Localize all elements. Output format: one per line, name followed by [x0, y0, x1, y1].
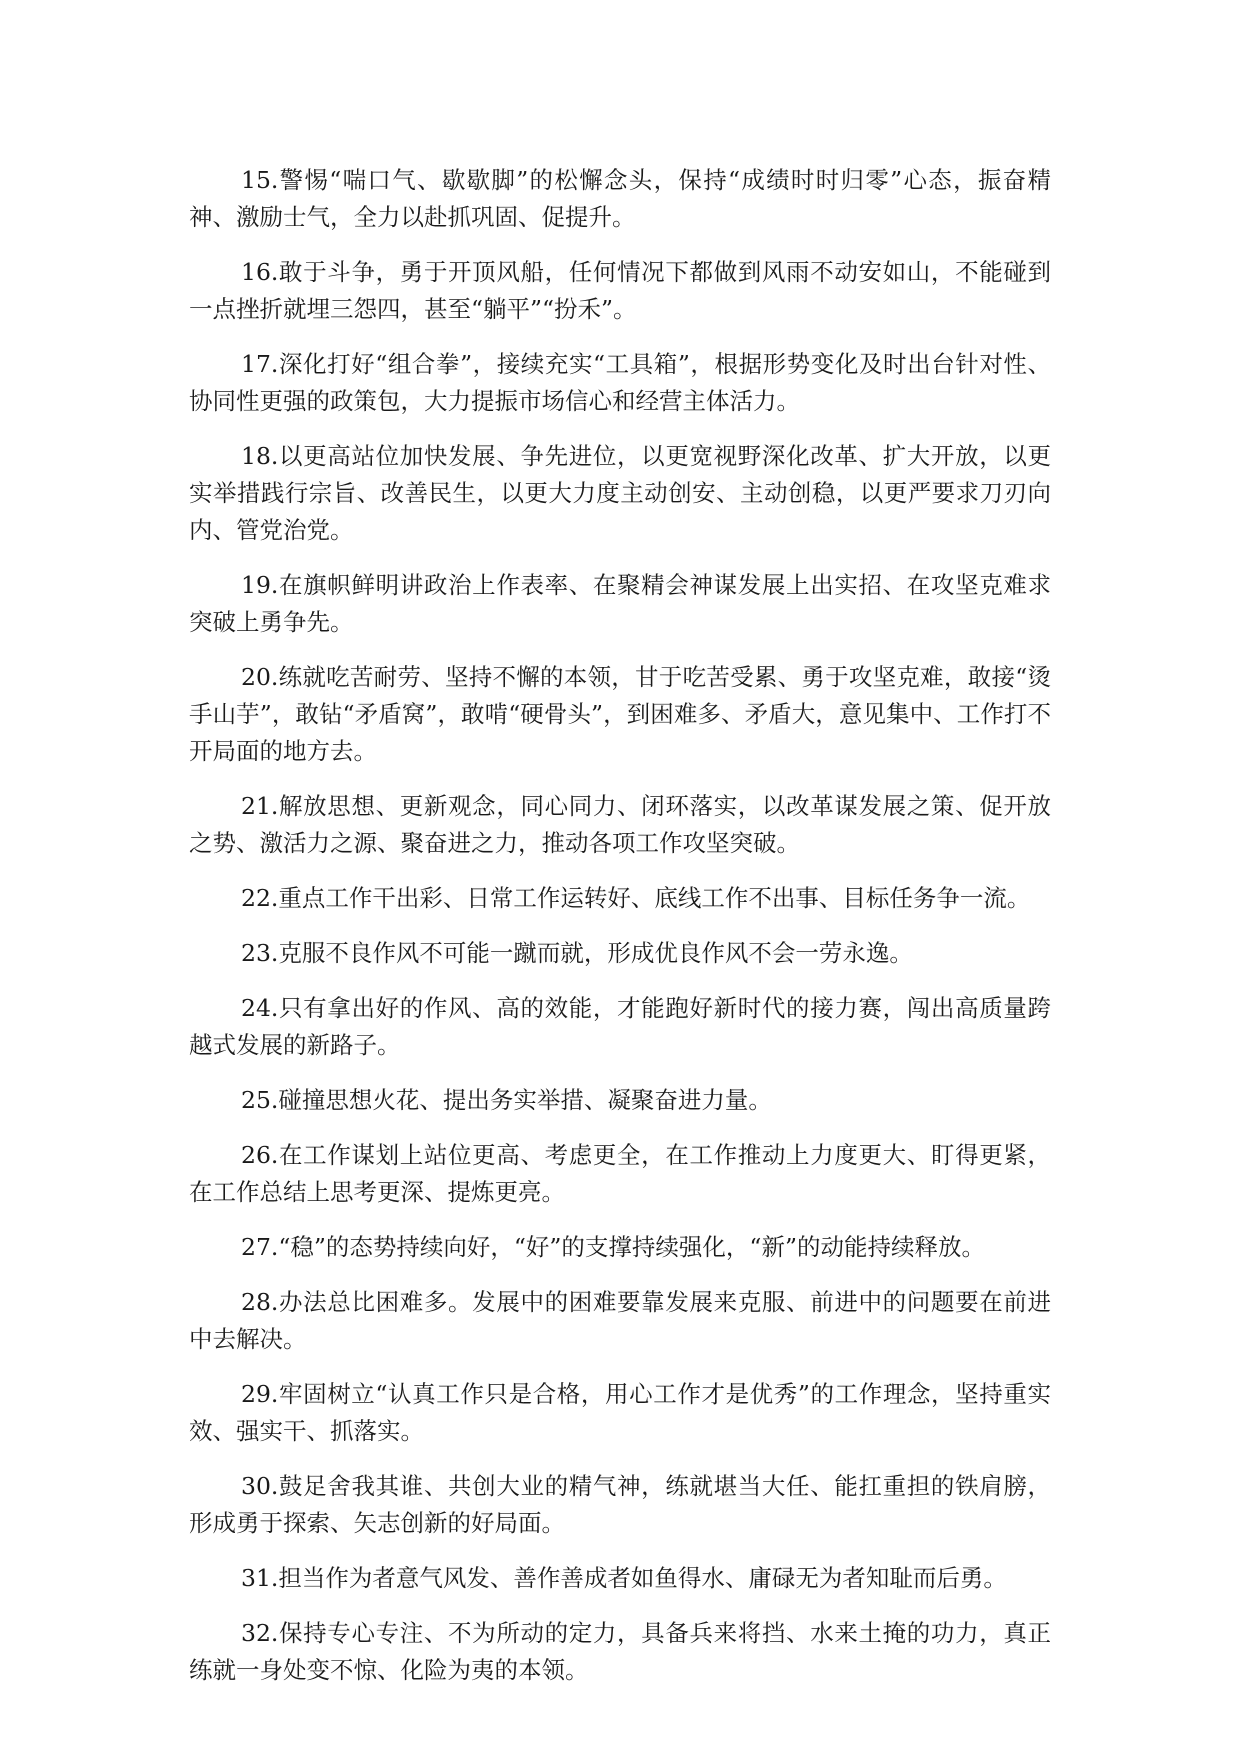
paragraph-18: 18.以更高站位加快发展、争先进位，以更宽视野深化改革、扩大开放，以更实举措践行宗旨、改善民生，以更大力度主动创安、主动创稳，以更严要求刀刃向内、管党治党。: [189, 442, 1051, 544]
paragraph-31: 31.担当作为者意气风发、善作善成者如鱼得水、庸碌无为者知耻而后勇。: [241, 1564, 1007, 1592]
paragraph-29: 29.牢固树立“认真工作只是合格，用心工作才是优秀”的工作理念，坚持重实效、强实干、抓落实。: [189, 1380, 1051, 1445]
paragraph-23: 23.克服不良作风不可能一蹴而就，形成优良作风不会一劳永逸。: [241, 939, 913, 967]
paragraph-32: 32.保持专心专注、不为所动的定力，具备兵来将挡、水来土掩的功力，真正练就一身处变不惊、化险为夷的本领。: [189, 1619, 1051, 1684]
paragraph-24: 24.只有拿出好的作风、高的效能，才能跑好新时代的接力赛，闯出高质量跨越式发展的新路子。: [189, 994, 1051, 1059]
paragraph-21: 21.解放思想、更新观念，同心同力、闭环落实，以改革谋发展之策、促开放之势、激活力之源、聚奋进之力，推动各项工作攻坚突破。: [189, 792, 1051, 857]
paragraph-25: 25.碰撞思想火花、提出务实举措、凝聚奋进力量。: [241, 1086, 772, 1114]
paragraph-27: 27.“稳”的态势持续向好，“好”的支撑持续强化，“新”的动能持续释放。: [241, 1233, 985, 1261]
paragraph-26: 26.在工作谋划上站位更高、考虑更全，在工作推动上力度更大、盯得更紧，在工作总结上思考更深、提炼更亮。: [189, 1141, 1051, 1206]
paragraph-28: 28.办法总比困难多。发展中的困难要靠发展来克服、前进中的问题要在前进中去解决。: [189, 1288, 1051, 1353]
document-body: [189, 162, 1051, 1707]
paragraph-20: 20.练就吃苦耐劳、坚持不懈的本领，甘于吃苦受累、勇于攻坚克难，敢接“烫手山芋”，敢钻“矛盾窝”，敢啃“硬骨头”，到困难多、矛盾大，意见集中、工作打不开局面的地方去。: [189, 663, 1051, 765]
paragraph-22: 22.重点工作干出彩、日常工作运转好、底线工作不出事、目标任务争一流。: [241, 884, 1031, 912]
paragraph-19: 19.在旗帜鲜明讲政治上作表率、在聚精会神谋发展上出实招、在攻坚克难求突破上勇争先。: [189, 571, 1051, 636]
paragraph-15: 15.警惕“喘口气、歇歇脚”的松懈念头，保持“成绩时时归零”心态，振奋精神、激励士气，全力以赴抓巩固、促提升。: [189, 166, 1051, 231]
paragraph-30: 30.鼓足舍我其谁、共创大业的精气神，练就堪当大任、能扛重担的铁肩膀，形成勇于探索、矢志创新的好局面。: [189, 1472, 1051, 1537]
paragraph-17: 17.深化打好“组合拳”，接续充实“工具箱”，根据形势变化及时出台针对性、协同性更强的政策包，大力提振市场信心和经营主体活力。: [189, 350, 1051, 415]
paragraph-16: 16.敢于斗争，勇于开顶风船，任何情况下都做到风雨不动安如山，不能碰到一点挫折就埋三怨四，甚至“躺平”“扮禾”。: [189, 258, 1051, 323]
